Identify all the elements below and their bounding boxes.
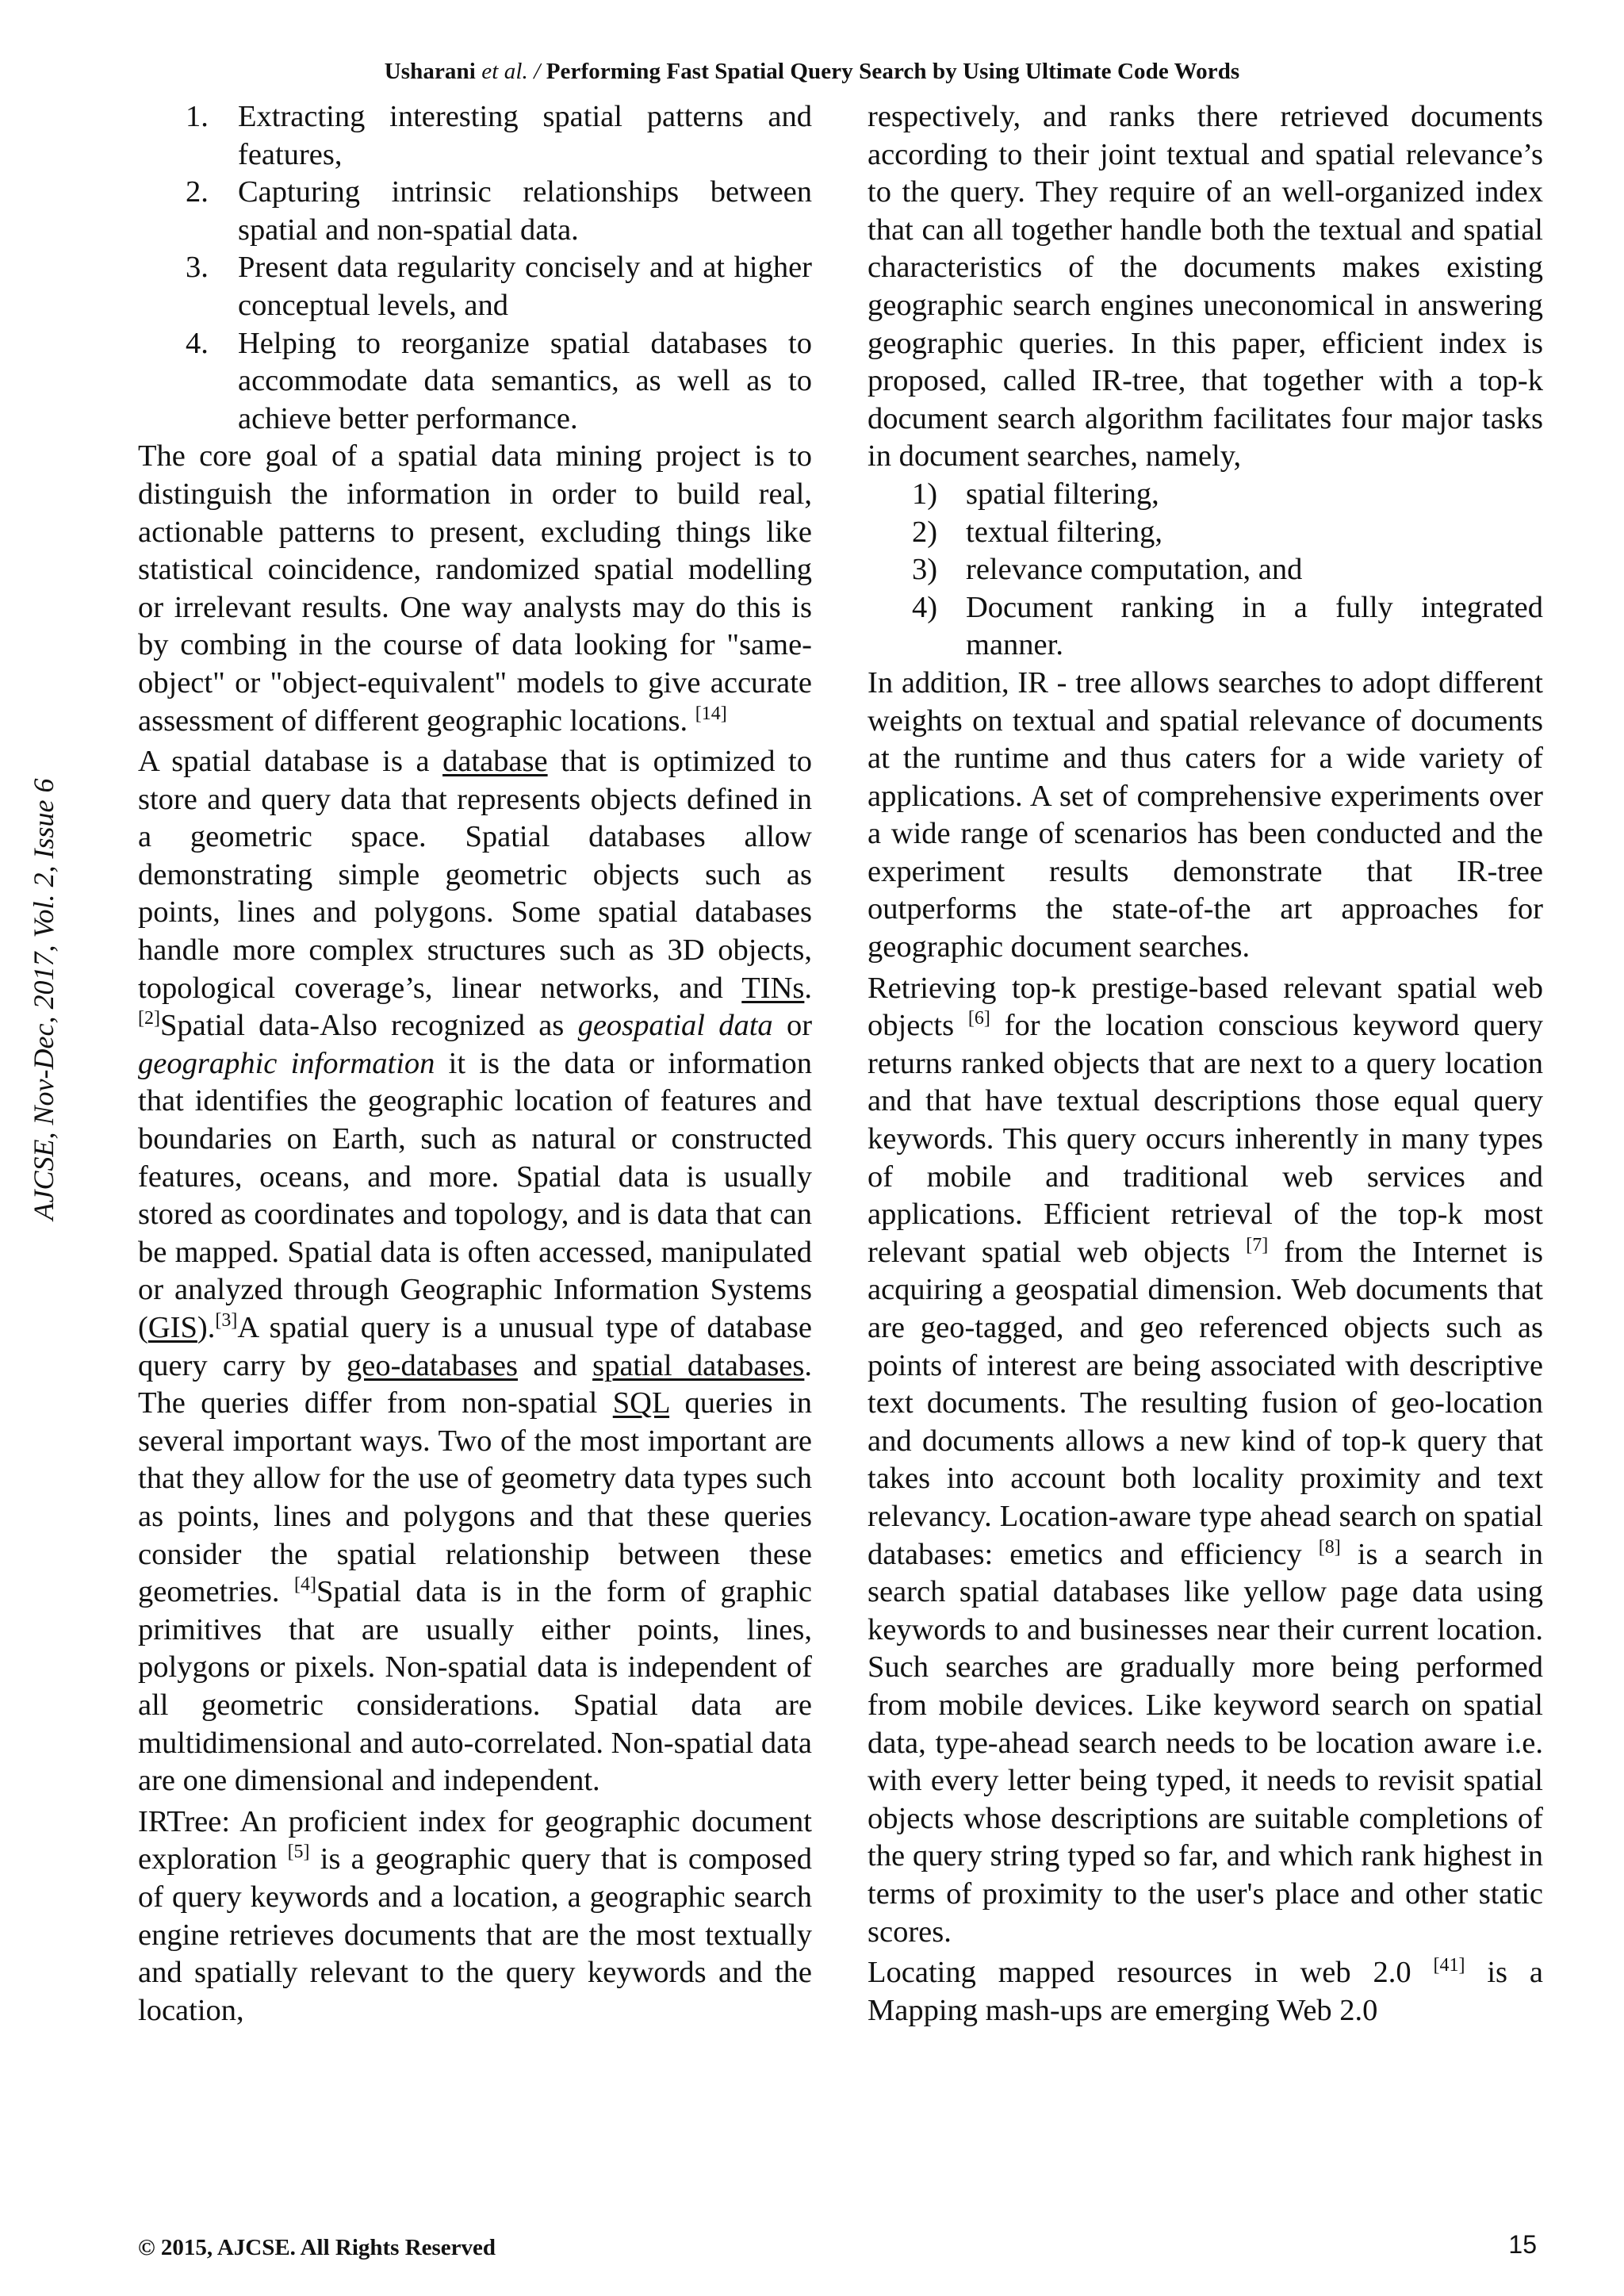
citation-ref: [4] <box>293 1574 316 1596</box>
header-title: Performing Fast Spatial Query Search by Using Ultimate Code Words <box>546 59 1240 84</box>
list-item <box>868 476 1543 514</box>
list-item <box>868 551 1543 589</box>
paragraph-text: . The queries differ from non-spatial <box>138 1348 812 1420</box>
paragraph-text: it is the data or information that identifies the geographic location of features and boundaries on Earth, such as natural or constructed features, oceans, and more. Spatial data is usually stored as coordinates and topology, and is data that can be mapped. Spatial data is often accessed, manipulated or analyzed through Geographic Information Systems ( <box>138 1046 812 1344</box>
list-number: 1. <box>186 100 209 133</box>
paragraph-text: is a Mapping mash-ups are emerging Web 2.0 <box>868 1956 1543 2027</box>
list-text: Present data regularity concisely and at higher conceptual levels, and <box>238 251 812 322</box>
paragraph-text: The core goal of a spatial data mining project is to distinguish the information in order to build real, actionable patterns to present, excluding things like statistical coincidence, randomized spatial modelling or irrelevant results. One way analysts may do this is by combing in the course of data looking for "same-object" or "object-equivalent" models to give accurate assessment of different geographic locations. <box>138 439 812 738</box>
list-text: Helping to reorganize spatial databases to accommodate data semantics, as well as to achieve better performance. <box>238 326 812 435</box>
objectives-list <box>138 98 812 438</box>
paragraph-text: is a geographic query that is composed of query keywords and a location, a geographic search engine retrieves documents that are the most textually and spatially relevant to the query keywords and the location, <box>138 1842 812 2027</box>
list-text: Extracting interesting spatial patterns and features, <box>238 100 812 171</box>
left-column <box>138 98 812 2030</box>
paragraph-text: ). <box>197 1311 216 1344</box>
list-text: spatial filtering, <box>966 477 1159 511</box>
paragraph-text: Retrieving top-k prestige-based relevant spatial web objects <box>868 971 1543 1043</box>
paragraph-text: from the Internet is acquiring a geospatial dimension. Web documents that are geo-tagged, and geo referenced objects such as points of interest are being associated with descriptive text documents. The resulting fusion of geo-location and documents allows a new kind of top-k query that takes into account both locality proximity and text relevancy. Location-aware type ahead search on spatial databases: emetics and efficiency <box>868 1235 1544 1571</box>
list-number: 2) <box>912 515 938 549</box>
tasks-list <box>868 476 1543 665</box>
list-item <box>138 249 812 324</box>
citation-ref: [5] <box>287 1842 310 1863</box>
paragraph-text: is a search in search spatial databases like yellow page data using keywords to and businesses near their current location. Such searches are gradually more being performed from mobile devices. Like keyword search on spatial data, type-ahead search needs to be location aware i.e. with every letter being typed, it needs to revisit spatial objects whose descriptions are suitable completions of the query string typed so far, and which rank highest in terms of proximity to the user's place and other static scores. <box>868 1537 1543 1949</box>
link-sql[interactable]: SQL <box>612 1386 670 1420</box>
link-tins[interactable]: TINs <box>741 971 805 1005</box>
list-text: Capturing intrinsic relationships between spatial and non-spatial data. <box>238 175 812 247</box>
list-number: 3) <box>912 553 938 587</box>
paragraph-ir-tree-weights: In addition, IR - tree allows searches to adopt different weights on textual and spatial relevance of documents at the runtime and thus caters for a wide variety of applications. A set of comprehensive experiments over a wide range of scenarios has been conducted and the experiment results demonstrate that IR-tree outperforms the state-of-the art approaches for geographic document searches. <box>868 665 1543 964</box>
paragraph-text: that is optimized to store and query data that represents objects defined in a geometric space. Spatial databases allow demonstrating simple geometric objects such as points, lines and polygons. Some spatial databases handle more complex structures such as 3D objects, topological coverage’s, linear networks, and <box>138 745 812 1005</box>
link-geo-databases[interactable]: geo-databases <box>347 1348 518 1382</box>
header-etal: et al. <box>481 59 528 84</box>
paragraph-text: IRTree: An proficient index for geographic document exploration <box>138 1804 812 1876</box>
list-number: 4. <box>186 326 209 360</box>
list-item <box>138 325 812 439</box>
list-number: 1) <box>912 477 938 511</box>
paragraph-text: queries in several important ways. Two of the most important are that they allow for the use of geometry data types such as points, lines and polygons and that these queries consider the spatial relationship between these geometries. <box>138 1386 812 1609</box>
paragraph-top-k-retrieval <box>868 970 1543 1951</box>
list-number: 2. <box>186 175 209 209</box>
link-gis[interactable]: GIS <box>147 1311 197 1344</box>
paragraph-text: Locating mapped resources in web 2.0 <box>868 1956 1434 1990</box>
paragraph-text: for the location conscious keyword query returns ranked objects that are next to a query location and that have textual descriptions those equal query keywords. This query occurs inherently in many types of mobile and traditional web services and applications. Efficient retrieval of the top-k most relevant spatial web objects <box>868 1009 1543 1269</box>
paragraph-ranking: respectively, and ranks there retrieved documents according to their joint textual and spatial relevance’s to the query. They require of an well-organized index that can all together handle both the textual and spatial characteristics of the documents makes existing geographic search engines uneconomical in answering geographic queries. In this paper, efficient index is proposed, called IR-tree, that together with a top-k document search algorithm facilitates four major tasks in document searches, namely, <box>868 100 1543 473</box>
paragraph-text: or <box>772 1009 813 1043</box>
list-text: relevance computation, and <box>966 553 1303 587</box>
list-number: 3. <box>186 251 209 285</box>
side-journal-label: AJCSE, Nov-Dec, 2017, Vol. 2, Issue 6 <box>28 778 59 1221</box>
citation-ref: [6] <box>967 1008 990 1029</box>
term-geospatial-data: geospatial data <box>577 1009 773 1043</box>
citation-ref: [41] <box>1433 1955 1465 1976</box>
link-spatial-databases[interactable]: spatial databases <box>592 1348 805 1382</box>
paragraph-text: . <box>804 971 812 1005</box>
list-text: textual filtering, <box>966 515 1163 549</box>
list-item <box>868 514 1543 552</box>
citation-ref: [7] <box>1246 1234 1269 1255</box>
paragraph-text: A spatial database is a <box>138 745 443 779</box>
citation-ref: [8] <box>1318 1536 1341 1558</box>
citation-ref: [2] <box>138 1008 160 1029</box>
header-authors: Usharani <box>384 59 476 84</box>
citation-ref: [3] <box>215 1310 238 1331</box>
paragraph-irtree <box>138 1803 812 2030</box>
paragraph-text: Spatial data-Also recognized as <box>159 1009 578 1043</box>
paragraph-text: Spatial data is in the form of graphic primitives that are usually either points, lines, polygons or pixels. Non-spatial data is independent of all geometric considerations. Spatial data are multidimensional and auto-correlated. Non-spatial data are one dimensional and independent. <box>138 1575 812 1798</box>
citation-ref: [14] <box>695 703 727 724</box>
paragraph-core-goal <box>138 438 812 740</box>
list-text: Document ranking in a fully integrated manner. <box>966 590 1543 662</box>
header-separator: / <box>527 59 546 84</box>
list-item <box>138 174 812 249</box>
right-column <box>868 98 1543 2030</box>
footer-copyright: © 2015, AJCSE. All Rights Reserved <box>138 2235 496 2260</box>
list-item <box>138 98 812 174</box>
list-number: 4) <box>912 590 938 624</box>
link-database[interactable]: database <box>442 745 548 779</box>
paragraph-text: and <box>517 1348 593 1382</box>
page-number: 15 <box>1508 2230 1537 2259</box>
paragraph-mashups <box>868 1954 1543 2030</box>
list-item <box>868 589 1543 665</box>
term-geographic-information: geographic information <box>138 1046 435 1080</box>
paragraph-text: A spatial query is a unusual type of database query carry by <box>138 1311 812 1382</box>
paragraph-spatial-database <box>138 743 812 1800</box>
running-header <box>0 59 1624 85</box>
